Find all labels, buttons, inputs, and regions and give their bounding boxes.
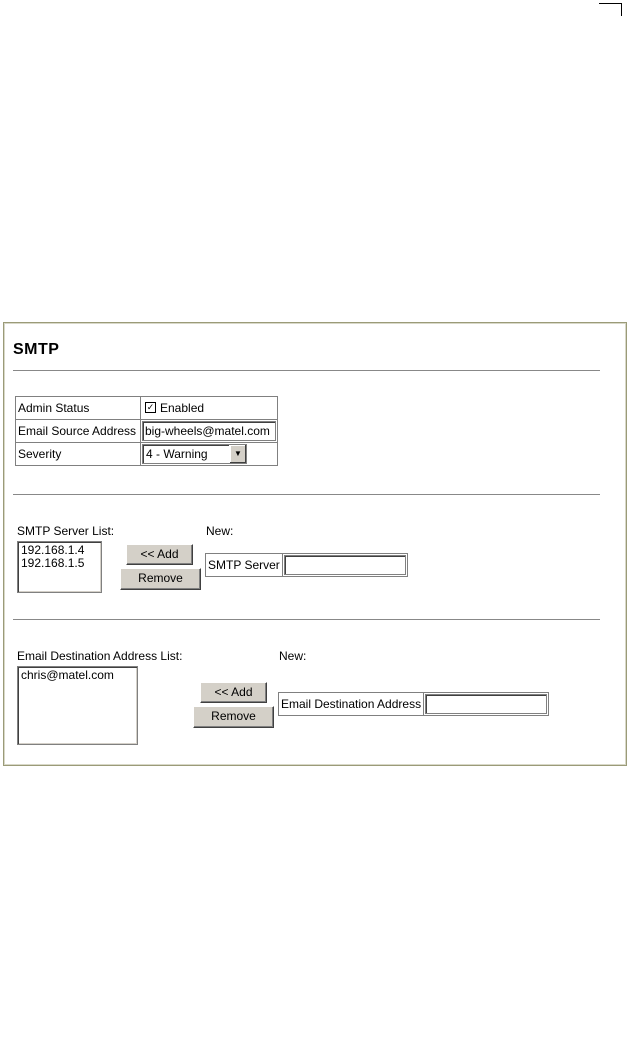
admin-status-checkbox[interactable]: [145, 402, 156, 413]
smtp-server-list-label: SMTP Server List:: [17, 524, 115, 538]
crop-mark: [599, 3, 622, 16]
email-source-cell: [141, 420, 278, 443]
section-divider-1: [13, 494, 600, 495]
page-title: SMTP: [13, 341, 60, 358]
settings-table: [15, 396, 278, 466]
email-destination-list[interactable]: [17, 666, 138, 745]
admin-status-row: [16, 397, 278, 420]
admin-status-cell: [141, 397, 278, 420]
smtp-server-list[interactable]: [17, 541, 102, 593]
smtp-new-table: [205, 553, 408, 577]
email-destination-field-cell: [424, 693, 549, 716]
admin-status-check-label: Enabled: [160, 401, 205, 415]
list-item[interactable]: 192.168.1.5: [21, 556, 85, 570]
severity-cell: [141, 443, 278, 466]
smtp-server-new-label: New:: [206, 524, 234, 538]
email-source-label: Email Source Address: [16, 420, 141, 443]
severity-label: Severity: [16, 443, 141, 466]
admin-status-label: Admin Status: [16, 397, 141, 420]
section-divider-2: [13, 619, 600, 620]
title-divider: [13, 370, 600, 371]
email-add-button[interactable]: << Add: [200, 682, 267, 703]
email-destination-list-label: Email Destination Address List:: [17, 649, 183, 663]
email-destination-new-label: New:: [279, 649, 307, 663]
list-item[interactable]: 192.168.1.4: [21, 543, 85, 557]
chevron-down-icon[interactable]: ▼: [229, 445, 246, 463]
email-destination-field-label: Email Destination Address: [279, 693, 424, 716]
email-source-row: [16, 420, 278, 443]
smtp-server-input[interactable]: [284, 555, 406, 575]
smtp-server-field-cell: [282, 554, 407, 577]
severity-value: 4 - Warning: [146, 447, 208, 461]
smtp-add-button[interactable]: << Add: [126, 544, 193, 565]
checkmark-icon: ✓: [146, 402, 155, 413]
list-item[interactable]: chris@matel.com: [21, 668, 114, 682]
email-source-input[interactable]: big-wheels@matel.com: [142, 421, 276, 441]
smtp-server-field-label: SMTP Server: [206, 554, 283, 577]
email-remove-button[interactable]: Remove: [193, 706, 274, 728]
email-destination-input[interactable]: [425, 694, 547, 714]
severity-row: [16, 443, 278, 466]
email-new-table: [278, 692, 549, 716]
smtp-remove-button[interactable]: Remove: [120, 568, 201, 590]
severity-select[interactable]: [142, 444, 247, 464]
